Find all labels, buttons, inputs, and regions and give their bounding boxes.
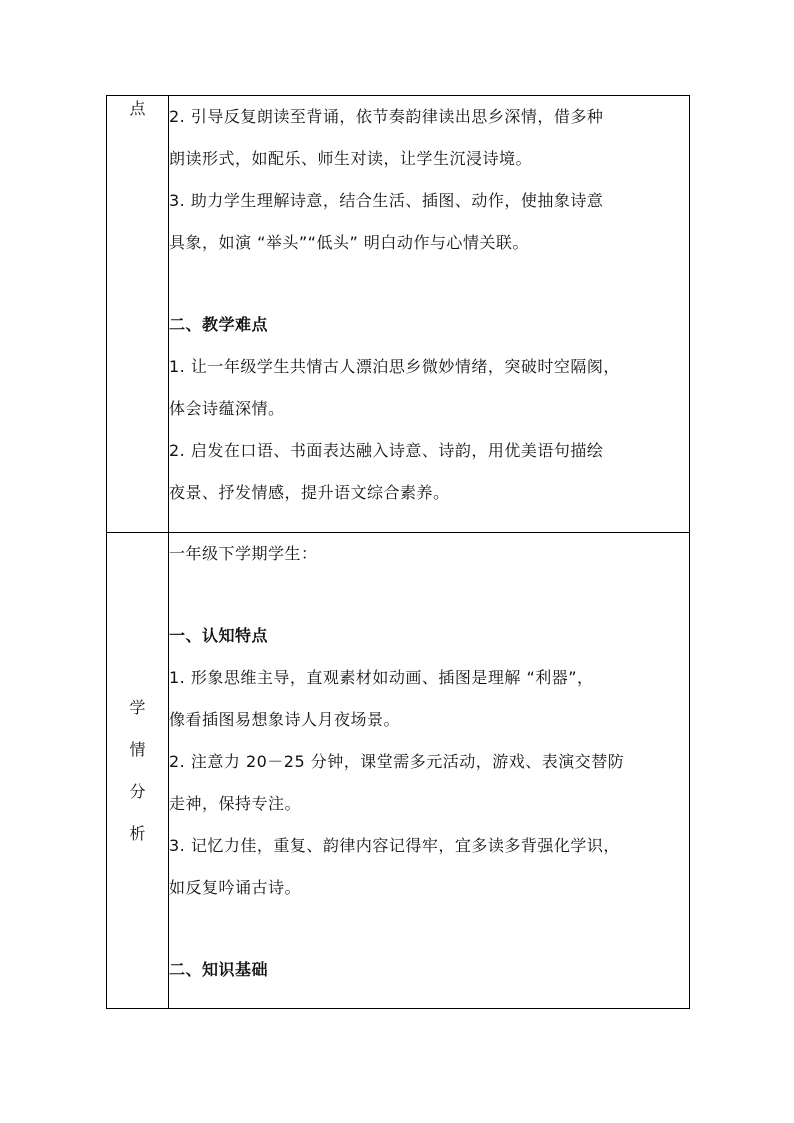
paragraph-line: 3. 助力学生理解诗意，结合生活、插图、动作，使抽象诗意	[169, 191, 604, 210]
paragraph-line: 1. 让一年级学生共情古人漂泊思乡微妙情绪，突破时空隔阂，	[169, 357, 620, 376]
paragraph-line: 3. 记忆力佳，重复、韵律内容记得牢，宜多读多背强化学识，	[169, 836, 620, 855]
row-label: 点	[129, 99, 146, 118]
label-char: 析	[129, 823, 146, 843]
label-char: 学	[129, 697, 146, 717]
section-heading-teaching-difficulty: 二、教学难点	[169, 315, 269, 334]
section-heading-knowledge: 二、知识基础	[169, 960, 269, 979]
paragraph-line: 如反复吟诵古诗。	[169, 878, 302, 897]
paragraph-line: 具象，如演 “举头”“低头” 明白动作与心情关联。	[169, 233, 529, 252]
label-char: 分	[129, 781, 146, 801]
spacer	[169, 909, 689, 949]
lesson-plan-table	[106, 95, 690, 1009]
paragraph-line: 2. 引导反复朗读至背诵，依节奏韵律读出思乡深情，借多种	[169, 107, 604, 126]
table-row	[107, 533, 690, 1009]
student-analysis-cell	[169, 533, 690, 1009]
paragraph-line: 夜景、抒发情感，提升语文综合素养。	[169, 483, 450, 502]
student-analysis-label-cell	[107, 533, 169, 1009]
paragraph-line: 体会诗蕴深情。	[169, 399, 285, 418]
teaching-focus-cell	[169, 96, 690, 533]
paragraph-line: 2. 注意力 20－25 分钟，课堂需多元活动，游戏、表演交替防	[169, 752, 625, 771]
section-heading-cognitive: 一、认知特点	[169, 626, 269, 645]
table-row	[107, 96, 690, 533]
spacer	[169, 264, 689, 304]
paragraph-line: 像看插图易想象诗人月夜场景。	[169, 710, 401, 729]
row-label-cell	[107, 96, 169, 533]
label-char: 情	[129, 739, 146, 759]
intro-line: 一年级下学期学生：	[169, 544, 318, 563]
paragraph-line: 1. 形象思维主导，直观素材如动画、插图是理解 “利器”，	[169, 668, 594, 687]
paragraph-line: 2. 启发在口语、书面表达融入诗意、诗韵，用优美语句描绘	[169, 441, 604, 460]
spacer	[169, 575, 689, 615]
paragraph-line: 朗读形式，如配乐、师生对读，让学生沉浸诗境。	[169, 149, 533, 168]
paragraph-line: 走神，保持专注。	[169, 794, 302, 813]
